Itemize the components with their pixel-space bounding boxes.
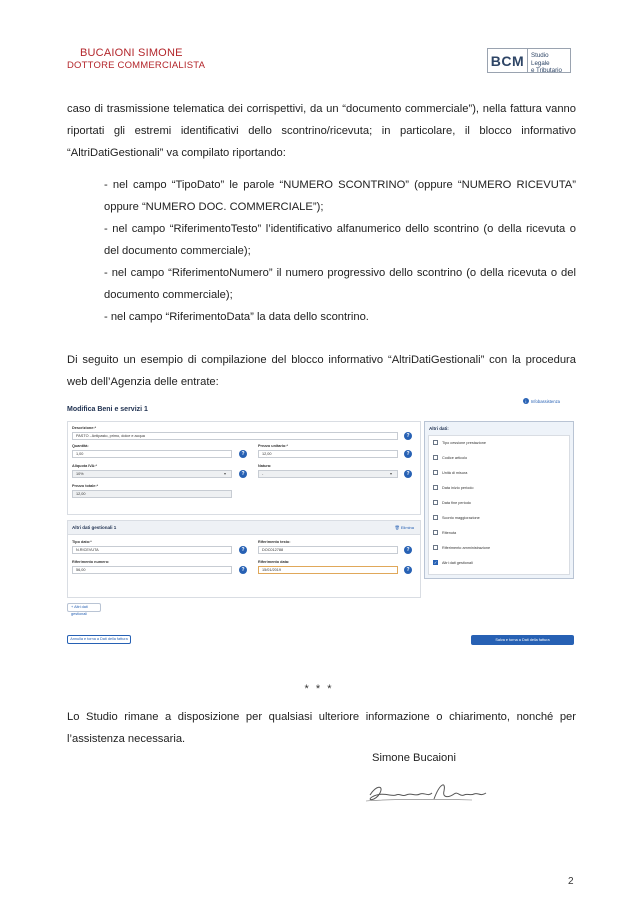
header-name: BUCAIONI SIMONE — [80, 47, 183, 59]
bullet-item: - nel campo “RiferimentoTesto” l’identificativo alfanumerico dello scontrino (o della ricevuta o del documento commerciale); — [104, 223, 576, 257]
elimina-label: Elimina — [400, 525, 414, 530]
quantita-label: Quantità: — [72, 444, 89, 448]
help-icon[interactable]: ? — [404, 546, 412, 554]
checkbox-label: Altri dati gestionali — [442, 560, 473, 565]
natura-select[interactable]: - — [258, 470, 398, 478]
quantita-field[interactable]: 1,00 — [72, 450, 232, 458]
prezzo-unitario-field[interactable]: 12,00 — [258, 450, 398, 458]
help-icon[interactable]: ? — [239, 450, 247, 458]
rif-testo-field[interactable]: DOC012788 — [258, 546, 398, 554]
main-fields-box — [67, 421, 421, 515]
checkbox-icon — [433, 455, 438, 460]
aliquota-label: Aliquota IVA:* — [72, 464, 98, 468]
section-separator: * * * — [304, 683, 334, 695]
logo-text-line-1: Studio Legale — [531, 52, 550, 67]
descrizione-label: Descrizione:* — [72, 426, 97, 430]
help-icon[interactable]: ? — [239, 470, 247, 478]
checkbox-label: Data inizio periodo — [442, 485, 474, 490]
bullet-list — [104, 174, 576, 328]
checkbox-label: Tipo cessione prestazione — [442, 440, 486, 445]
page-number: 2 — [568, 876, 574, 887]
checkbox-ritenuta[interactable] — [433, 530, 456, 535]
checkbox-icon — [433, 545, 438, 550]
checkbox-icon — [433, 500, 438, 505]
checkbox-icon — [433, 515, 438, 520]
checkbox-unita-misura[interactable] — [433, 470, 467, 475]
prezzo-totale-field: 12,00 — [72, 490, 232, 498]
example-paragraph: Di seguito un esempio di compilazione del blocco informativo “AltriDatiGestionali” con la procedura web dell’Agenzia delle entrate: — [67, 354, 576, 388]
tipo-dato-field[interactable]: N.RICEVUTA — [72, 546, 232, 554]
chevron-down-icon: ▾ — [224, 471, 227, 476]
checkbox-tipo-cessione[interactable] — [433, 440, 486, 445]
rif-numero-field[interactable]: 56,00 — [72, 566, 232, 574]
logo-mark: BCM — [488, 49, 528, 72]
checkbox-sconto[interactable] — [433, 515, 480, 520]
form-screenshot — [63, 392, 578, 652]
add-gestionali-button[interactable]: + Altri dati gestionali — [67, 603, 101, 612]
altri-dati-list — [428, 435, 570, 575]
checkbox-icon — [433, 485, 438, 490]
help-icon[interactable]: ? — [239, 546, 247, 554]
rif-numero-label: Riferimento numero: — [72, 560, 110, 564]
checkbox-label: Unità di misura — [442, 470, 468, 475]
descrizione-field[interactable]: PASTO - Antipasto, primo, dolce e acqua — [72, 432, 398, 440]
checkbox-label: Sconto maggiorazione — [442, 515, 480, 520]
checkbox-data-fine[interactable] — [433, 500, 471, 505]
intro-paragraph: caso di trasmissione telematica dei corrispettivi, da un “documento commerciale”), nella fattura vanno riportati gli estremi identificativi dello scontrino/ricevuta; in particolare, il blocco informativo “AltriDatiGestionali” va compilato riportando: — [67, 103, 576, 159]
help-icon[interactable]: ? — [404, 432, 412, 440]
checkbox-icon — [433, 530, 438, 535]
form-title: Modifica Beni e servizi 1 — [67, 406, 148, 413]
rif-data-label: Riferimento data: — [258, 560, 290, 564]
checkbox-label: Codice articolo — [442, 455, 468, 460]
checkbox-label: Riferimento amministrazione — [442, 545, 491, 550]
checkbox-icon — [433, 470, 438, 475]
checkbox-riferimento-amministrazione[interactable] — [433, 545, 490, 550]
checkbox-label: Ritenuta — [442, 530, 457, 535]
gestionali-box — [67, 520, 421, 598]
logo-text — [528, 49, 570, 72]
help-icon[interactable]: ? — [239, 566, 247, 574]
info-icon: i — [523, 398, 529, 404]
altri-dati-title: Altri dati: — [429, 426, 449, 431]
bullet-item: - nel campo “RiferimentoNumero” il numero progressivo dello scontrino (o della ricevuta o del documento commerciale); — [104, 267, 576, 301]
prezzo-unitario-label: Prezzo unitario:* — [258, 444, 288, 448]
prezzo-totale-label: Prezzo totale:* — [72, 484, 99, 488]
signature-name: Simone Bucaioni — [372, 752, 456, 764]
checkbox-label: Data fine periodo — [442, 500, 471, 505]
help-icon[interactable]: ? — [404, 450, 412, 458]
checkbox-codice-articolo[interactable] — [433, 455, 467, 460]
back-button[interactable]: Annulla e torna a Dati della fattura — [67, 635, 131, 644]
rif-data-field[interactable]: 15/01/2019 — [258, 566, 398, 574]
save-button[interactable]: Salva e torna a Dati della fattura — [471, 635, 574, 645]
closing-paragraph: Lo Studio rimane a disposizione per qualsiasi ulteriore informazione o chiarimento, nonché per l’assistenza necessaria. — [67, 711, 576, 745]
checkmark-icon: ✓ — [433, 560, 438, 565]
bullet-item: - nel campo “RiferimentoData” la data dello scontrino. — [104, 311, 369, 323]
rif-testo-label: Riferimento testo: — [258, 540, 291, 544]
trash-icon: 🗑 — [394, 525, 400, 530]
help-icon[interactable]: ? — [404, 566, 412, 574]
checkbox-icon — [433, 440, 438, 445]
natura-label: Natura: — [258, 464, 272, 468]
logo-text-line-2: e Tributario — [531, 67, 562, 74]
info-link-label: Infobassistenza — [530, 398, 560, 404]
bullet-item: - nel campo “TipoDato” le parole “NUMERO SCONTRINO” (oppure “NUMERO RICEVUTA” oppure “NUMERO DOC. COMMERCIALE”); — [104, 179, 576, 213]
aliquota-select[interactable]: 10% — [72, 470, 232, 478]
elimina-link[interactable] — [395, 525, 414, 530]
tipo-dato-label: Tipo dato:* — [72, 540, 92, 544]
checkbox-altri-dati-gestionali[interactable] — [433, 560, 473, 565]
chevron-down-icon: ▾ — [390, 471, 393, 476]
header-subtitle: DOTTORE COMMERCIALISTA — [67, 60, 206, 71]
gestionali-header — [68, 521, 420, 535]
checkbox-data-inizio[interactable] — [433, 485, 473, 490]
handwritten-signature — [362, 775, 492, 809]
gestionali-title: Altri dati gestionali 1 — [72, 525, 117, 530]
altri-dati-panel — [424, 421, 574, 579]
info-link[interactable] — [523, 398, 560, 404]
bcm-logo — [487, 48, 571, 73]
help-icon[interactable]: ? — [404, 470, 412, 478]
